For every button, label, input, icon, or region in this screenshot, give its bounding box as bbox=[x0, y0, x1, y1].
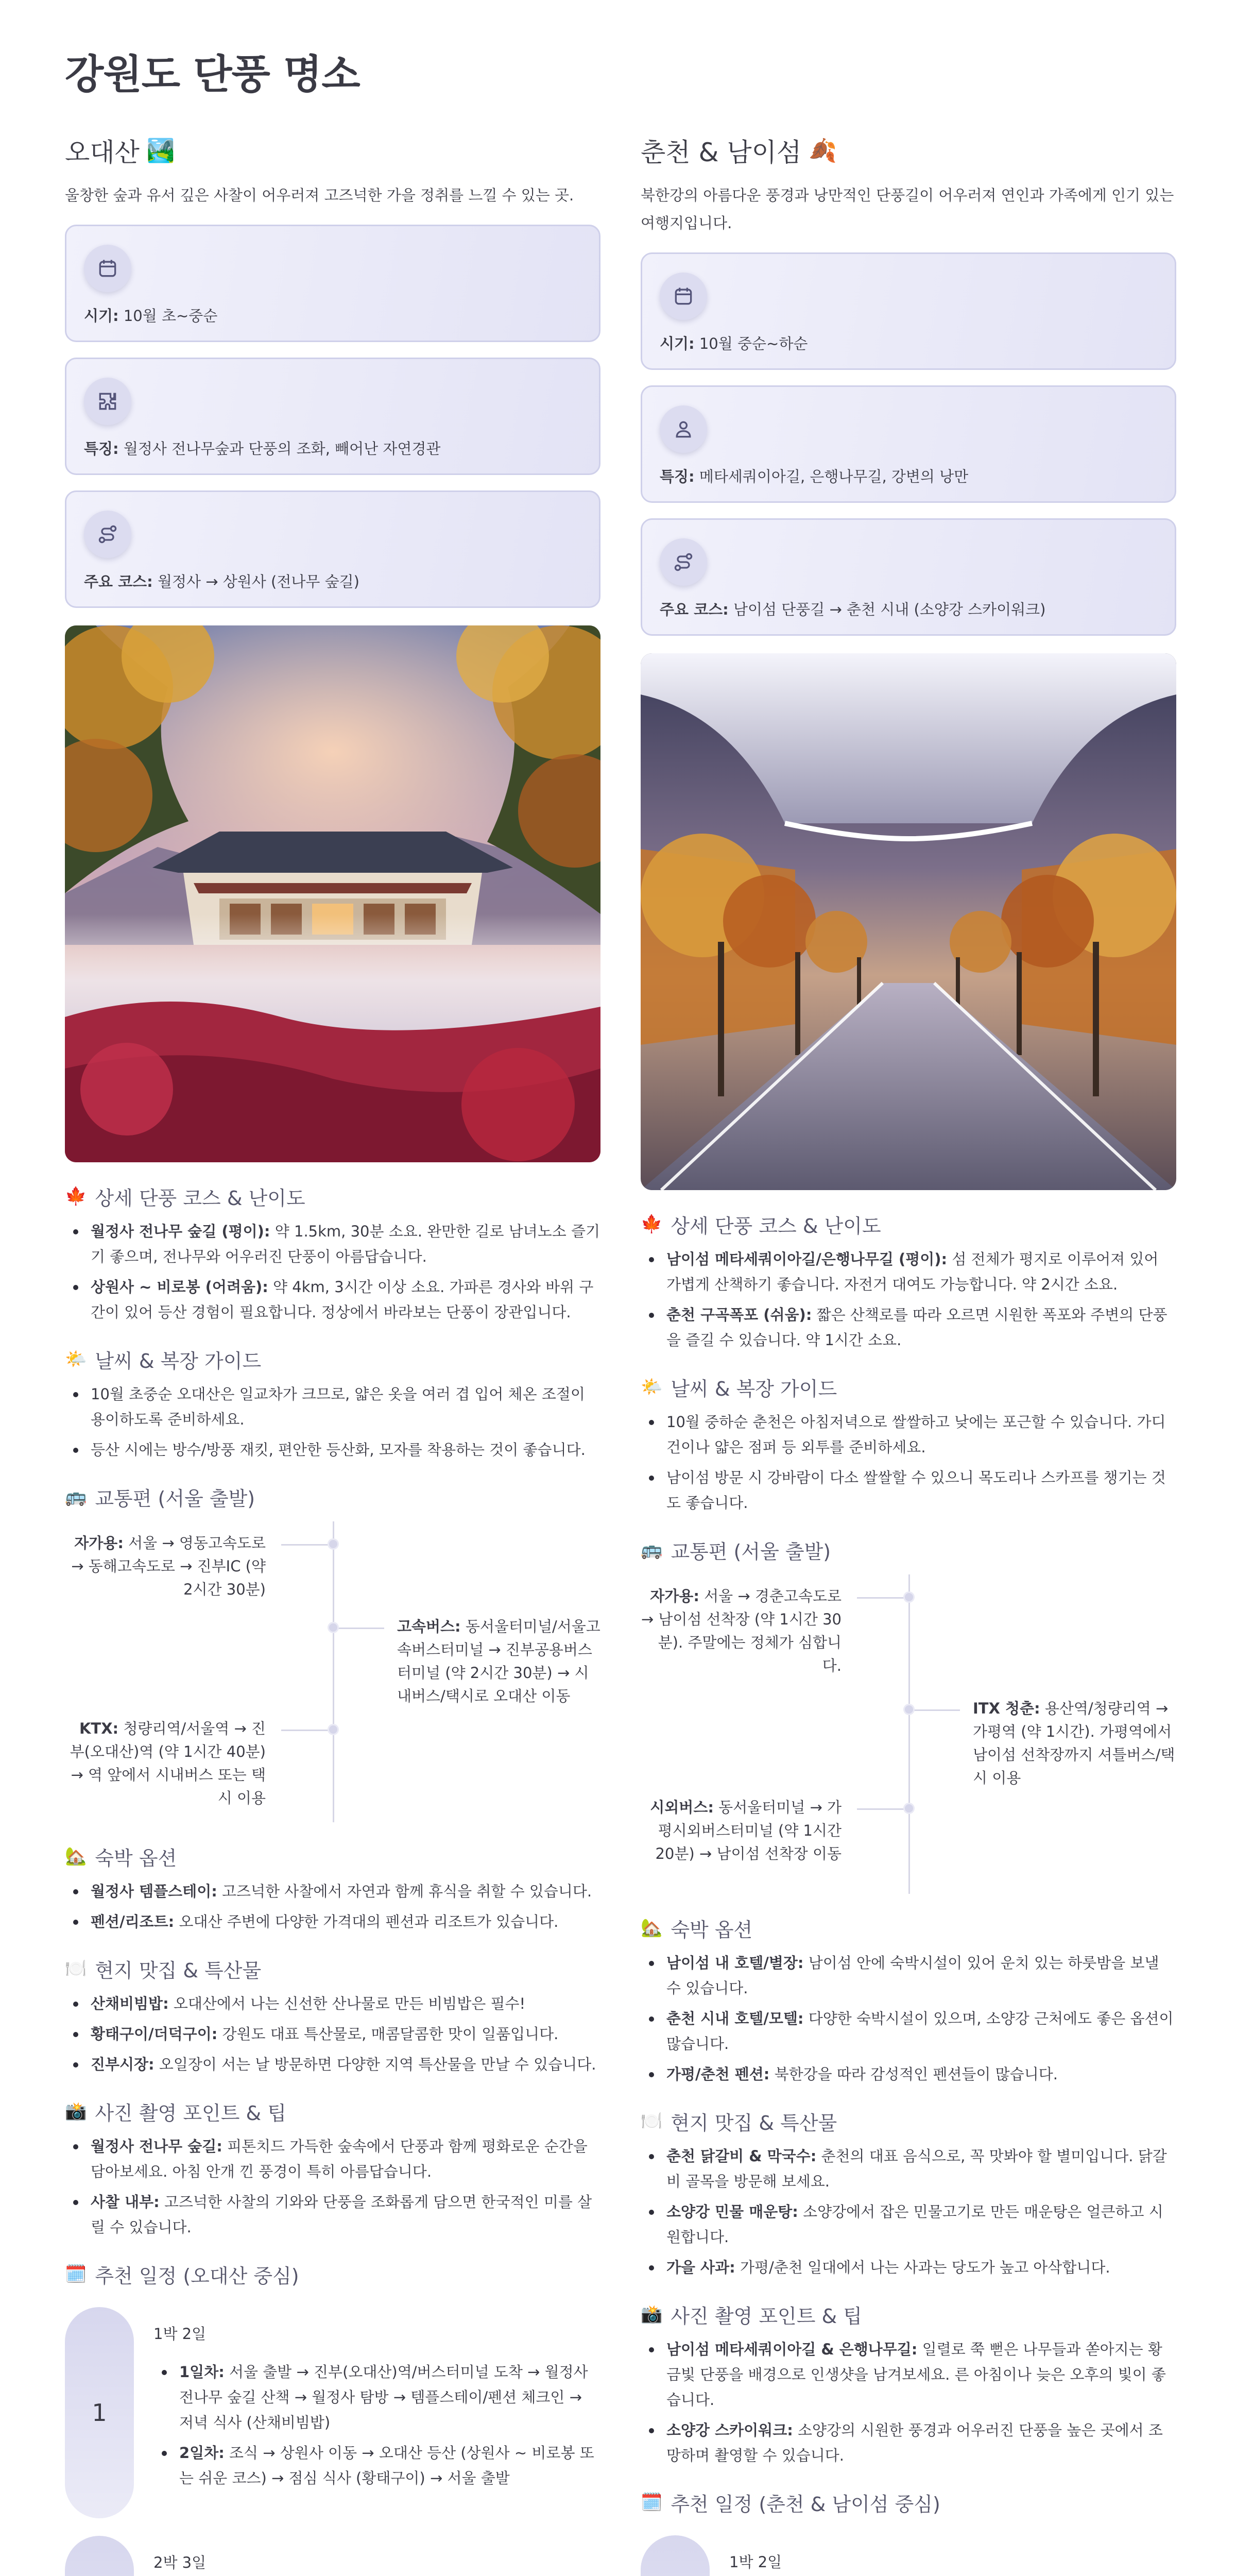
item-text: 약 4km, 3시간 이상 소요. 가파른 경사와 바위 구간이 있어 등산 경험이 필요합니다. 정상에서 바라보는 단풍이 장관입니다. bbox=[91, 1278, 594, 1321]
item-label: 시외버스: bbox=[650, 1799, 714, 1816]
item-label: 월정사 템플스테이: bbox=[91, 1883, 217, 1900]
timeline-dot bbox=[903, 1591, 915, 1603]
info-card-season bbox=[65, 225, 600, 342]
list-item bbox=[641, 1247, 1176, 1297]
item-text: 강원도 대표 특산물로, 매콤달콤한 맛이 일품입니다. bbox=[217, 2025, 559, 2043]
section-title-text: 숙박 옵션 bbox=[671, 1918, 753, 1941]
timeline-item-intercity-bus bbox=[641, 1796, 842, 1866]
timeline-connector bbox=[857, 1808, 908, 1810]
item-label: KTX: bbox=[79, 1720, 119, 1737]
item-text: 춘천의 대표 음식으로, 꼭 맛봐야 할 별미입니다. 닭갈비 골목을 방문해 보세요. bbox=[666, 2147, 1167, 2190]
item-label: 춘천 구곡폭포 (쉬움): bbox=[666, 1306, 812, 1324]
item-text: 서울 → 영동고속도로 → 동해고속도로 → 진부IC (약 2시간 30분) bbox=[71, 1534, 266, 1598]
info-card-feature bbox=[641, 385, 1176, 503]
list-item bbox=[641, 1951, 1176, 2001]
temple-autumn-image bbox=[65, 625, 600, 1162]
item-text: 가평/춘천 일대에서 나는 사과는 당도가 높고 아삭합니다. bbox=[735, 2259, 1110, 2276]
column-odaesan bbox=[65, 132, 600, 2576]
item-text: 서울 → 경춘고속도로 → 남이섬 선착장 (약 1시간 30분). 주말에는 정체가 심합니다. bbox=[641, 1587, 842, 1674]
item-text: 북한강을 따라 감성적인 펜션들이 많습니다. bbox=[769, 2065, 1058, 2083]
itinerary-1 bbox=[65, 2307, 600, 2518]
list-item bbox=[641, 1465, 1176, 1516]
item-text: 오일장이 서는 날 방문하면 다양한 지역 특산물을 만날 수 있습니다. bbox=[154, 2056, 596, 2073]
column-title-text: 오대산 bbox=[65, 138, 140, 167]
person-icon bbox=[660, 405, 707, 453]
transport-timeline bbox=[65, 1521, 600, 1822]
item-label: 춘천 닭갈비 & 막국수: bbox=[666, 2147, 817, 2165]
section-title-plan bbox=[65, 2259, 600, 2290]
item-text: 서울 출발 → 진부(오대산)역/버스터미널 도착 → 월정사 전나무 숲길 산책 → 월정사 탐방 → 템플스테이/펜션 체크인 → 저녁 식사 (산채비빔밥) bbox=[179, 2363, 588, 2431]
list-item bbox=[641, 1302, 1176, 1353]
timeline-item-car bbox=[641, 1585, 842, 1677]
page-title: 강원도 단풍 명소 bbox=[65, 52, 360, 98]
itinerary-1 bbox=[641, 2535, 1176, 2576]
item-label: 춘천 시내 호텔/모텔: bbox=[666, 2010, 804, 2027]
list-item bbox=[153, 2441, 600, 2491]
item-text: 약 1.5km, 30분 소요. 완만한 길로 남녀노소 즐기기 좋으며, 전나무와 어우러진 단풍이 아름답습니다. bbox=[91, 1223, 600, 1265]
card-label: 주요 코스: bbox=[84, 573, 153, 590]
list-item bbox=[641, 2199, 1176, 2250]
section-title-text: 상세 단풍 코스 & 난이도 bbox=[671, 1214, 881, 1238]
timeline-dot bbox=[328, 1538, 339, 1550]
timeline-connector bbox=[857, 1597, 908, 1599]
list-item bbox=[65, 2022, 600, 2047]
timeline-dot bbox=[903, 1704, 915, 1715]
item-text: 동서울터미널/서울고속버스터미널 → 진부공용버스터미널 (약 2시간 30분) → 시내버스/택시로 오대산 이동 bbox=[397, 1618, 600, 1705]
column-title-text: 춘천 & 남이섬 bbox=[641, 138, 802, 167]
item-text: 오대산 주변에 다양한 가격대의 펜션과 리조트가 있습니다. bbox=[174, 1913, 559, 1930]
bus-icon: 🚌 bbox=[641, 1539, 663, 1560]
item-text: 남이섬 방문 시 강바람이 다소 쌀쌀할 수 있으니 목도리나 스카프를 챙기는 것도 좋습니다. bbox=[666, 1469, 1166, 1512]
section-title-text: 날씨 & 복장 가이드 bbox=[95, 1349, 262, 1372]
timeline-line bbox=[908, 1574, 910, 1894]
itinerary-number bbox=[65, 2536, 134, 2576]
item-text: 고즈넉한 사찰의 기와와 단풍을 조화롭게 담으면 한국적인 미를 살릴 수 있습니다. bbox=[91, 2193, 592, 2236]
item-text: 섬 전체가 평지로 이루어져 있어 가볍게 산책하기 좋습니다. 자전거 대여도 가능합니다. 약 2시간 소요. bbox=[666, 1250, 1159, 1293]
section-title-food bbox=[65, 1953, 600, 1984]
calendar-emoji-icon: 🗓️ bbox=[641, 2492, 663, 2513]
item-label: 자가용: bbox=[74, 1534, 124, 1552]
itinerary-2 bbox=[65, 2536, 600, 2576]
timeline-item-bus bbox=[397, 1615, 603, 1708]
card-value: 10월 초~중순 bbox=[118, 307, 218, 325]
camera-icon: 📸 bbox=[641, 2304, 663, 2325]
column-title bbox=[641, 132, 1176, 169]
food-list bbox=[65, 1991, 600, 2077]
route-icon bbox=[84, 511, 131, 558]
item-label: 가평/춘천 펜션: bbox=[666, 2065, 770, 2083]
item-text: 청량리역/서울역 → 진부(오대산)역 (약 1시간 40분) → 역 앞에서 시내버스 또는 택시 이용 bbox=[70, 1720, 266, 1807]
list-item bbox=[641, 1410, 1176, 1460]
column-description: 울창한 숲과 유서 깊은 사찰이 어우러져 고즈넉한 가을 정취를 느낄 수 있는 곳. bbox=[65, 187, 574, 204]
item-label: 소양강 민물 매운탕: bbox=[666, 2203, 798, 2221]
info-card-season bbox=[641, 252, 1176, 370]
item-text: 10월 초중순 오대산은 일교차가 크므로, 얇은 옷을 여러 겹 입어 체온 조절이 용이하도록 준비하세요. bbox=[91, 1385, 585, 1428]
card-value: 메타세쿼이아길, 은행나무길, 강변의 낭만 bbox=[694, 468, 969, 485]
card-value: 10월 중순~하순 bbox=[694, 335, 808, 352]
maple-leaf-icon: 🍁 bbox=[641, 1214, 663, 1234]
item-label: 남이섬 내 호텔/별장: bbox=[666, 1954, 804, 1972]
course-list bbox=[641, 1247, 1176, 1353]
item-text: 조식 → 상원사 이동 → 오대산 등산 (상원사 ~ 비로봉 또는 쉬운 코스) → 점심 식사 (황태구이) → 서울 출발 bbox=[179, 2444, 594, 2487]
bus-icon: 🚌 bbox=[65, 1486, 87, 1507]
section-title-photo bbox=[641, 2299, 1176, 2330]
item-label: 고속버스: bbox=[397, 1618, 461, 1635]
sun-cloud-icon: 🌤️ bbox=[65, 1349, 87, 1369]
section-title-text: 교통편 (서울 출발) bbox=[95, 1487, 255, 1510]
section-title-stay bbox=[641, 1912, 1176, 1943]
list-item bbox=[65, 2052, 600, 2077]
item-text: 짧은 산책로를 따라 오르면 시원한 폭포와 주변의 단풍을 즐길 수 있습니다. 약 1시간 소요. bbox=[666, 1306, 1168, 1349]
list-item bbox=[65, 1879, 600, 1904]
column-chuncheon bbox=[641, 132, 1176, 2576]
list-item bbox=[641, 2006, 1176, 2057]
item-text: 동서울터미널 → 가평시외버스터미널 (약 1시간 20분) → 남이섬 선착장 이동 bbox=[655, 1799, 842, 1862]
info-card-feature bbox=[65, 358, 600, 475]
list-item bbox=[641, 2418, 1176, 2468]
card-value: 월정사 → 상원사 (전나무 숲길) bbox=[152, 573, 359, 590]
item-text: 다양한 숙박시설이 있으며, 소양강 근처에도 좋은 옵션이 많습니다. bbox=[666, 2010, 1174, 2053]
photo-list bbox=[641, 2337, 1176, 2468]
itinerary-list bbox=[153, 2360, 600, 2491]
item-text: 용산역/청량리역 → 가평역 (약 1시간). 가평역에서 남이섬 선착장까지 셔틀버스/택시 이용 bbox=[973, 1700, 1175, 1787]
section-title-text: 사진 촬영 포인트 & 팁 bbox=[95, 2102, 286, 2125]
card-value: 남이섬 단풍길 → 춘천 시내 (소양강 스카이워크) bbox=[728, 601, 1046, 618]
item-label: 펜션/리조트: bbox=[91, 1913, 175, 1930]
item-label: 사찰 내부: bbox=[91, 2193, 160, 2211]
item-label: 황태구이/더덕구이: bbox=[91, 2025, 218, 2043]
timeline-line bbox=[333, 1521, 334, 1822]
item-label: 가을 사과: bbox=[666, 2259, 735, 2276]
itinerary-number bbox=[641, 2535, 710, 2576]
card-label: 시기: bbox=[660, 335, 695, 352]
section-title-text: 사진 촬영 포인트 & 팁 bbox=[671, 2304, 862, 2328]
section-title-weather bbox=[641, 1371, 1176, 1402]
section-title-plan bbox=[641, 2487, 1176, 2518]
timeline-dot bbox=[903, 1803, 915, 1814]
itinerary-heading: 2박 3일 bbox=[153, 2554, 207, 2571]
section-title-transport bbox=[65, 1481, 600, 1512]
timeline-item-car bbox=[65, 1532, 266, 1601]
info-card-course bbox=[65, 490, 600, 608]
transport-timeline bbox=[641, 1574, 1176, 1894]
item-label: 월정사 전나무 숲길: bbox=[91, 2138, 222, 2155]
item-text: 10월 중하순 춘천은 아침저녁으로 쌀쌀하고 낮에는 포근할 수 있습니다. 가디건이나 얇은 점퍼 등 외투를 준비하세요. bbox=[666, 1413, 1166, 1456]
plate-icon: 🍽️ bbox=[641, 2111, 663, 2131]
course-list bbox=[65, 1219, 600, 1325]
item-label: 1일차: bbox=[179, 2363, 225, 2381]
item-label: 남이섬 메타세쿼이아길/은행나무길 (평이): bbox=[666, 1250, 948, 1268]
section-title-text: 상세 단풍 코스 & 난이도 bbox=[95, 1187, 305, 1210]
timeline-dot bbox=[328, 1622, 339, 1633]
section-title-text: 추천 일정 (오대산 중심) bbox=[95, 2264, 299, 2287]
tree-tunnel-image bbox=[641, 653, 1176, 1190]
maple-leaf-icon: 🍁 bbox=[65, 1186, 87, 1207]
timeline-item-ktx bbox=[65, 1717, 266, 1810]
item-label: 산채비빔밥: bbox=[91, 1995, 169, 2012]
item-label: 상원사 ~ 비로봉 (어려움): bbox=[91, 1278, 268, 1296]
calendar-icon bbox=[84, 245, 131, 292]
weather-list bbox=[65, 1382, 600, 1463]
photo-list bbox=[65, 2134, 600, 2240]
card-label: 특징: bbox=[660, 468, 695, 485]
card-value: 월정사 전나무숲과 단풍의 조화, 빼어난 자연경관 bbox=[118, 440, 441, 457]
plate-icon: 🍽️ bbox=[65, 1958, 87, 1979]
section-title-text: 교통편 (서울 출발) bbox=[671, 1540, 831, 1563]
item-label: 남이섬 메타세쿼이아길 & 은행나무길: bbox=[666, 2341, 918, 2358]
house-icon: 🏡 bbox=[65, 1846, 87, 1867]
item-text: 피톤치드 가득한 숲속에서 단풍과 함께 평화로운 순간을 담아보세요. 아침 안개 낀 풍경이 특히 아름답습니다. bbox=[91, 2138, 588, 2180]
list-item bbox=[65, 1991, 600, 2016]
list-item bbox=[641, 2255, 1176, 2280]
section-title-text: 현지 맛집 & 특산물 bbox=[95, 1959, 262, 1982]
list-item bbox=[65, 1437, 600, 1463]
timeline-connector bbox=[281, 1730, 333, 1731]
weather-list bbox=[641, 1410, 1176, 1516]
timeline-connector bbox=[281, 1544, 333, 1546]
item-text: 남이섬 안에 숙박시설이 있어 운치 있는 하룻밤을 보낼 수 있습니다. bbox=[666, 1954, 1159, 1997]
list-item bbox=[65, 1909, 600, 1935]
list-item bbox=[65, 1382, 600, 1432]
itinerary-heading: 1박 2일 bbox=[153, 2325, 207, 2343]
card-label: 특징: bbox=[84, 440, 119, 457]
itinerary-number: 1 bbox=[65, 2307, 134, 2518]
column-title bbox=[65, 132, 600, 169]
section-title-text: 숙박 옵션 bbox=[95, 1846, 177, 1870]
stay-list bbox=[65, 1879, 600, 1935]
timeline-connector bbox=[908, 1709, 960, 1711]
timeline-item-itx bbox=[973, 1697, 1179, 1790]
section-title-text: 추천 일정 (춘천 & 남이섬 중심) bbox=[671, 2493, 940, 2516]
item-label: 소양강 스카이워크: bbox=[666, 2421, 793, 2439]
section-title-weather bbox=[65, 1344, 600, 1375]
card-label: 주요 코스: bbox=[660, 601, 729, 618]
list-item bbox=[641, 2062, 1176, 2087]
stay-list bbox=[641, 1951, 1176, 2087]
park-emoji-icon: 🏞️ bbox=[146, 138, 175, 164]
section-title-course bbox=[65, 1181, 600, 1212]
section-title-text: 날씨 & 복장 가이드 bbox=[671, 1377, 837, 1400]
puzzle-icon bbox=[84, 378, 131, 425]
list-item bbox=[65, 1219, 600, 1269]
section-title-course bbox=[641, 1209, 1176, 1240]
list-item bbox=[641, 2337, 1176, 2413]
item-text: 소양강에서 잡은 민물고기로 만든 매운탕은 얼큰하고 시원합니다. bbox=[666, 2203, 1163, 2246]
item-label: 자가용: bbox=[650, 1587, 699, 1605]
section-title-stay bbox=[65, 1841, 600, 1872]
timeline-dot bbox=[328, 1724, 339, 1735]
section-title-food bbox=[641, 2106, 1176, 2137]
list-item bbox=[641, 2144, 1176, 2194]
list-item bbox=[153, 2360, 600, 2435]
item-text: 오대산에서 나는 신선한 산나물로 만든 비빔밥은 필수! bbox=[168, 1995, 526, 2012]
house-icon: 🏡 bbox=[641, 1918, 663, 1938]
list-item bbox=[65, 1275, 600, 1325]
food-list bbox=[641, 2144, 1176, 2280]
item-label: ITX 청춘: bbox=[973, 1700, 1040, 1717]
item-text: 고즈넉한 사찰에서 자연과 함께 휴식을 취할 수 있습니다. bbox=[217, 1883, 592, 1900]
section-title-transport bbox=[641, 1534, 1176, 1565]
camera-icon: 📸 bbox=[65, 2101, 87, 2122]
item-label: 2일차: bbox=[179, 2444, 225, 2462]
item-label: 월정사 전나무 숲길 (평이): bbox=[91, 1223, 270, 1240]
item-text: 소양강의 시원한 풍경과 어우러진 단풍을 높은 곳에서 조망하며 촬영할 수 있습니다. bbox=[666, 2421, 1163, 2464]
column-description: 북한강의 아름다운 풍경과 낭만적인 단풍길이 어우러져 연인과 가족에게 인기 있는 여행지입니다. bbox=[641, 187, 1174, 232]
fallen-leaf-icon: 🍂 bbox=[809, 138, 837, 164]
calendar-icon bbox=[660, 273, 707, 320]
route-icon bbox=[660, 538, 707, 586]
item-text: 일렬로 쭉 뻗은 나무들과 쏟아지는 황금빛 단풍을 배경으로 인생샷을 남겨보세요. 른 아침이나 늦은 오후의 빛이 좋습니다. bbox=[666, 2341, 1166, 2409]
item-label: 진부시장: bbox=[91, 2056, 154, 2073]
section-title-photo bbox=[65, 2096, 600, 2127]
list-item bbox=[65, 2134, 600, 2184]
timeline-connector bbox=[333, 1628, 384, 1629]
list-item bbox=[65, 2190, 600, 2240]
item-text: 등산 시에는 방수/방풍 재킷, 편안한 등산화, 모자를 착용하는 것이 좋습니다. bbox=[91, 1441, 586, 1459]
card-label: 시기: bbox=[84, 307, 119, 325]
section-title-text: 현지 맛집 & 특산물 bbox=[671, 2111, 837, 2134]
calendar-emoji-icon: 🗓️ bbox=[65, 2264, 87, 2284]
sun-cloud-icon: 🌤️ bbox=[641, 1377, 663, 1397]
info-card-course bbox=[641, 518, 1176, 636]
itinerary-heading: 1박 2일 bbox=[729, 2553, 782, 2571]
